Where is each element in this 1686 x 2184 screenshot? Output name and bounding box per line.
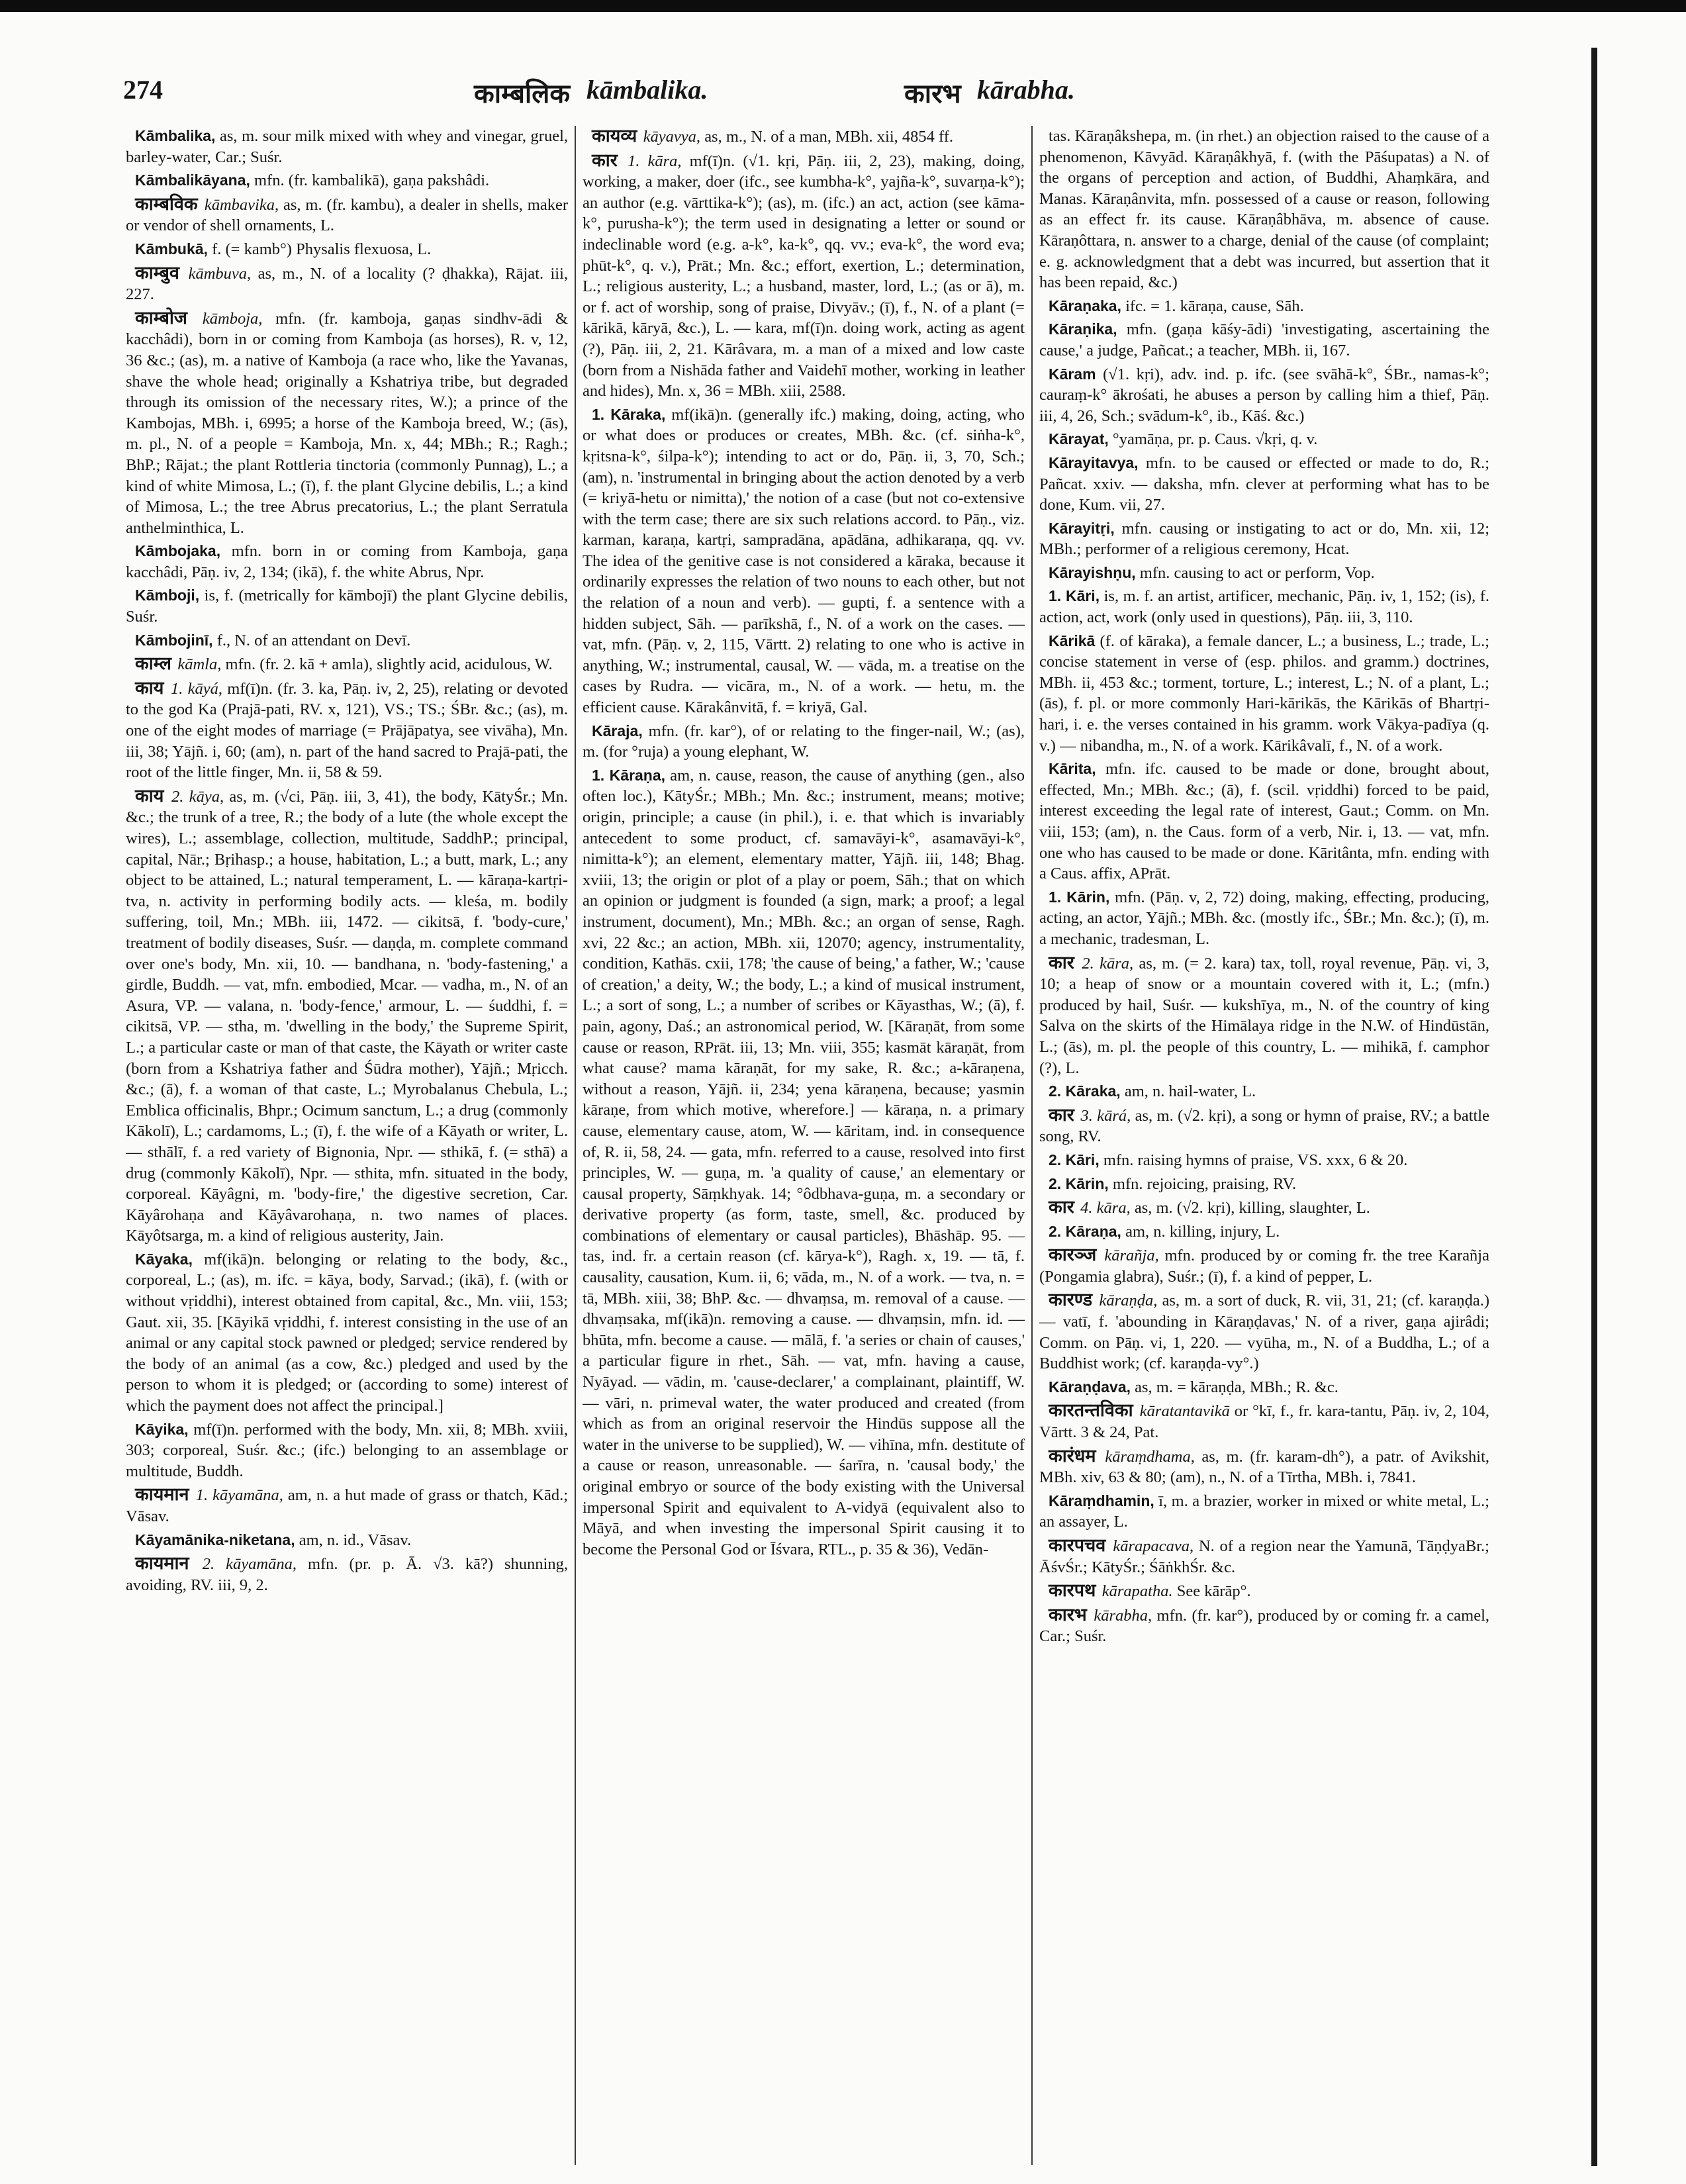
dictionary-entry [1039,1535,1489,1578]
entry-definition: or °kī, f., fr. kara-tantu, Pāṇ. iv, 2, 104, Vārtt. 3 & 24, Pat. [1039,1402,1489,1442]
column-2 [583,126,1025,2165]
right-margin-rule [1591,48,1597,2166]
dictionary-entry [1039,319,1489,361]
column-3 [1039,126,1489,2165]
entry-headword: Kāmbojinī, [135,631,213,649]
dictionary-entry [1039,586,1489,628]
dictionary-entry [1039,296,1489,317]
entry-definition: mfn. raising hymns of praise, VS. xxx, 6 & 20. [1103,1151,1408,1169]
dictionary-entry [126,1419,568,1482]
entry-headword: Kāmbojaka, [135,542,221,560]
entry-headword: kāmbavika, [204,195,279,214]
dictionary-entry [126,786,568,1247]
left-headword-devanagari: काम्बलिक [474,79,571,109]
dictionary-entry [126,653,568,675]
dictionary-entry [1039,887,1489,950]
entry-headword: Kārayishṇu, [1049,563,1136,581]
entry-definition: is, f. (metrically for kāmbojī) the plant Glycine debilis, Suśr. [126,587,568,626]
entry-definition: ifc. = 1. kāraṇa, cause, Sāh. [1125,297,1304,315]
entry-definition: mfn. (pr. p. Ā. √3. kā?) shunning, avoiding, RV. iii, 9, 2. [126,1555,568,1594]
dictionary-entry [1039,1245,1489,1287]
dictionary-entry [126,678,568,783]
right-headword: kārabha. [977,75,1075,105]
entry-definition: mfn. ifc. caused to be made or done, brought about, effected, Mn.; MBh. &c.; (ā), f. (scil. vṛiddhi) forced to be paid, interest exceeding the legal rate of interest, Gaut.; Comm. on Mn. viii, 153; (am), n. the Caus. form of a verb, Nir. i, 13. — vat, mfn. one who has caused to be made or done. Kāritânta, mfn. ending with a Caus. affix, APrāt. [1039,760,1489,883]
page-header [123,74,1123,120]
entry-headword: kārañja, [1104,1247,1159,1265]
entry-definition: mfn. to be caused or effected or made to do, R.; Pañcat. xxiv. — daksha, mfn. clever at performing what has to be done, Kum. vii, 27. [1039,453,1489,514]
entry-headword: 1. Kārin, [1049,888,1110,906]
entry-devanagari: काम्बोज [135,307,203,328]
entry-definition: mfn. causing to act or perform, Vop. [1139,563,1375,582]
entry-definition: ī, m. a brazier, worker in mixed or white metal, L.; an assayer, L. [1039,1492,1489,1531]
column-divider [1031,126,1033,2165]
entry-definition: mfn. (fr. 2. kā + amla), slightly acid, acidulous, W. [225,655,553,674]
entry-headword: Kāmbalikāyana, [135,171,250,189]
entry-definition: (√1. kṛi), adv. ind. p. ifc. (see svāhā-k°, ŚBr., namas-k°; cauraṃ-k° ākrośati, he abuses a person by calling him a thief, Pāṇ. iii, 4, 26, Sch.; svādum-k°, ib., Kāś. &c.) [1039,365,1489,425]
dictionary-entry [1039,1197,1489,1219]
entry-definition: am, n. id., Vāsav. [299,1531,412,1549]
entry-headword: kārapatha. [1101,1582,1173,1601]
dictionary-entry [126,541,568,583]
entry-headword: 2. kāra, [1082,954,1134,973]
dictionary-entry [126,308,568,539]
entry-devanagari: कार [1049,1197,1081,1218]
dictionary-entry [126,126,568,167]
entry-headword: 1. kāra, [628,152,682,170]
entry-headword: kāraṇḍa, [1099,1292,1158,1310]
entry-devanagari: कारंधम [1049,1445,1105,1466]
entry-devanagari: कायमान [135,1484,196,1505]
entry-headword: 2. Kāraka, [1049,1082,1121,1100]
dictionary-entry [1039,1105,1489,1147]
entry-headword: 2. Kārin, [1049,1174,1109,1192]
entry-devanagari: कारभ [1049,1604,1094,1625]
dictionary-entry [1039,953,1489,1079]
entry-headword: Kārayitavya, [1049,453,1139,471]
entry-definition: as, m. = kāraṇḍa, MBh.; R. &c. [1135,1378,1338,1396]
dictionary-entry [1039,453,1489,516]
dictionary-entry [1039,1081,1489,1102]
dictionary-entry [126,239,568,260]
entry-definition: mf(ī)n. performed with the body, Mn. xii, 8; MBh. xviii, 303; corporeal, Suśr. &c.; (ifc.) belonging to an assemblage or multitude, Buddh. [126,1420,568,1480]
entry-headword: Kāram [1049,365,1096,383]
entry-definition: as, m. (fr. kambu), a dealer in shells, maker or vendor of shell ornaments, L. [126,195,568,235]
entry-headword: 2. Kāraṇa, [1049,1222,1121,1240]
entry-devanagari: कायमान [135,1553,203,1574]
entry-definition: is, m. f. an artist, artificer, mechanic, Pāṇ. iv, 1, 152; (is), f. action, act, work (only used in questions), Pāṇ. iii, 3, 110. [1039,587,1489,627]
dictionary-entry [1039,1580,1489,1602]
entry-headword: 1. kāyamāna, [195,1486,283,1505]
entry-devanagari: काम्बुव [135,262,189,283]
dictionary-entry [1039,1400,1489,1443]
entry-definition: as, m. (√ci, Pāṇ. iii, 3, 41), the body, KātyŚr.; Mn. &c.; the trunk of a tree, R.; the body of a lute (the whole except the wires), L.; assemblage, collection, multitude, SaddhP.; principal, capital, Nār.; Bṛihasp.; a house, habitation, L.; a butt, mark, L.; any object to be attained, L.; natural temperament, L. — kāraṇa-kartṛi-tva, n. activity in performing bodily acts. — kleśa, m. bodily suffering, toil, Mn.; MBh. iii, 1472. — cikitsā, f. 'body-cure,' treatment of bodily diseases, Suśr. — daṇḍa, m. complete command over one's body, Mn. xii, 10. — bandhana, n. 'body-fastening,' a girdle, Buddh. — vat, mfn. embodied, Mcar. — vadha, m., N. of an Asura, VP. — valana, n. 'body-fence,' armour, L. — śuddhi, f. = cikitsā, VP. — stha, m. 'dwelling in the body,' the Supreme Spirit, L.; a particular caste or man of that caste, the Kāyath or writer caste (born from a Kshatriya father and Śūdra mother), Yājñ.; Mṛicch. &c.; (ā), f. a woman of that caste, L.; Myrobalanus Chebula, L.; Emblica officinalis, Bhpr.; Ocimum sanctum, L.; a drug (commonly Kākolī), L.; cardamoms, L.; (ī), f. the wife of a Kāyath or writer, L. — sthālī, f. a red variety of Bignonia, Npr. — sthikā, f. (= sthā) a drug (commonly Kākolī), Npr. — sthita, mfn. situated in the body, corporeal. Kāyâgni, m. 'body-fire,' the digestive secretion, Car. Kāyârohaṇa and Kāyâvarohaṇa, n. two names of places. Kāyôtsarga, m. a kind of religious austerity, Jain. [126,787,568,1245]
entry-definition: mfn. (fr. kamboja, gaṇas sindhv-ādi & kacchâdi), born in or coming from Kamboja (as horses), R. v, 12, 36 &c.; (as), m. a native of Kamboja (a race who, like the Yavanas, shave the whole head; originally a Kshatriya tribe, but degraded through its omission of the necessary rites, W.); a prince of the Kambojas, MBh. i, 6995; a horse of the Kamboja breed, W.; (ās), m. pl., N. of a people = Kamboja, Mn. x, 44; MBh.; R.; Ragh.; BhP.; Rājat.; the plant Rottleria tinctoria (commonly Punnag), L.; a kind of white Mimosa, L.; (ī), f. the plant Glycine debilis, L.; a kind of Mimosa, L.; the tree Abrus precatorius, L.; the plant Serratula anthelminthica, L. [126,309,568,537]
entry-headword: 2. kāya, [171,787,224,806]
entry-definition: mfn. (gaṇa kāśy-ādi) 'investigating, ascertaining the cause,' a judge, Pañcat.; a teacher, MBh. ii, 167. [1039,320,1489,359]
entry-headword: Kāmboji, [135,587,200,604]
dictionary-entry [583,150,1025,402]
entry-headword: Kāraṃdhamin, [1049,1492,1154,1509]
dictionary-entry [1039,1174,1489,1195]
entry-headword: 1. Kāri, [1049,587,1100,605]
entry-headword: 1. Kāraka, [592,405,666,423]
entry-definition: f., N. of an attendant on Devī. [216,631,411,649]
entry-definition: mf(ikā)n. (generally ifc.) making, doing, acting, who or what does or produces or creates, MBh. &c. (cf. siṅha-k°, kṛitsna-k°, śilpa-k°); intending to act or do, Pāṇ. ii, 3, 70, Sch.; (am), n. 'instrumental in bringing about the action denoted by a verb (= kriyā-hetu or nimitta),' the notion of a case (but not co-extensive with the term case; there are six such relations accord. to Pāṇ., viz. karman, karaṇa, kartṛi, sampradāna, apādāna, adhikaraṇa, qq. vv. The idea of the genitive case is not considered a kāraka, because it ordinarily expresses the relation of two nouns to each other, but not the relation of a noun and verb). — gupti, f. a sentence with a hidden subject, Sāh. — parīkshā, f., N. of a work on the cases. — vat, mfn. (Pāṇ. v, 2, 115, Vārtt. 2) relating to one who is active in anything, W.; instrumental, causal, W. — vāda, m. a treatise on the cases by Rudra. — vicāra, m., N. of a work. — hetu, m. the efficient cause. Kārakânvitā, f. = kriyā, Gal. [583,405,1025,717]
dictionary-page [126,126,1589,2165]
entry-definition: mfn. rejoicing, praising, RV. [1112,1174,1297,1193]
entry-definition: mf(ī)n. (√1. kṛi, Pāṇ. iii, 2, 23), making, doing, working, a maker, doer (ifc., see kumbha-k°, yajña-k°, suvarṇa-k°); an author (e.g. vārttika-k°); (as), m. (ifc.) an act, action (see kāma-k°, purusha-k°); the term used in designating a letter or sound or indeclinable word (e.g. a-k°, ka-k°, qq. vv.; eva-k°, the word eva; phūt-k°, q. v.), Prāt.; Mn. &c.; effort, exertion, L.; determination, L.; religious austerity, L.; a husband, master, lord, L.; (as or ā), m. or f. act of worship, song of praise, Divyāv.; (ī), f., N. of a plant (= kārikā, kāryā, &c.), L. — kara, mf(ī)n. doing work, acting as agent (?), Pāṇ. iii, 2, 21. Kārâvara, m. a man of a mixed and low caste (born from a Nishāda father and Vaidehī mother, working in leather and hides), Mn. x, 36 = MBh. xiii, 2588. [583,152,1025,401]
entry-headword: Kārayitṛi, [1049,519,1115,537]
dictionary-entry [583,721,1025,763]
dictionary-entry [126,194,568,236]
entry-devanagari: कारतन्तविका [1049,1400,1140,1421]
entry-devanagari: कारण्ड [1049,1290,1100,1311]
entry-definition: mfn. produced by or coming fr. the tree Karañja (Pongamia glabra), Suśr.; (ī), f. a kind of pepper, L. [1039,1247,1489,1286]
entry-headword: Kārayat, [1049,430,1109,448]
entry-definition: mfn. causing or instigating to act or do, Mn. xii, 12; MBh.; performer of a religious ceremony, Hcat. [1039,519,1489,559]
dictionary-entry [1039,364,1489,427]
dictionary-entry [126,630,568,651]
entry-headword: 4. kāra, [1080,1199,1131,1217]
right-headword-devanagari: कारभ [904,79,961,109]
entry-headword: Kāyamānika-niketana, [135,1531,295,1548]
entry-headword: Kāyaka, [135,1250,193,1268]
dictionary-entry [583,126,1025,148]
entry-headword: Kāraṇaka, [1049,297,1121,314]
entry-headword: Kāraṇika, [1049,320,1117,338]
entry-definition: as, m. sour milk mixed with whey and vinegar, gruel, barley-water, Car.; Suśr. [126,127,568,166]
entry-definition: mf(ī)n. (fr. 3. ka, Pāṇ. iv, 2, 25), relating or devoted to the god Ka (Prajā-pati, RV. x, 121), VS.; TS.; ŚBr. &c.; (as), m. one of the eight modes of marriage (= Prājāpatya, see vivāha), Mn. iii, 38; Yājñ. i, 60; (am), n. part of the hand sacred to Prajā-pati, the root of the little finger, Mn. ii, 58 & 59. [126,679,568,782]
dictionary-entry [1039,1290,1489,1374]
dictionary-entry [1039,126,1489,293]
entry-definition: N. of a region near the Yamunā, TāṇḍyaBr.; ĀśvŚr.; KātyŚr.; ŚāṅkhŚr. &c. [1039,1537,1489,1576]
entry-definition: °yamāṇa, pr. p. Caus. √kṛi, q. v. [1112,430,1318,449]
entry-definition: as, m., N. of a man, MBh. xii, 4854 ff. [704,128,954,146]
entry-devanagari: कारपचव [1049,1535,1113,1556]
dictionary-entry [1039,429,1489,450]
top-border [0,0,1686,12]
dictionary-entry [1039,563,1489,584]
entry-devanagari: कार [1049,1104,1081,1125]
entry-devanagari: काय [135,785,171,806]
entry-devanagari: कार [1049,952,1082,973]
dictionary-entry [126,1553,568,1595]
dictionary-entry [1039,1605,1489,1647]
entry-definition: mfn. (fr. kar°), of or relating to the finger-nail, W.; (as), m. (for °ruja) a young elephant, W. [583,722,1025,761]
dictionary-entry [1039,1377,1489,1398]
entry-devanagari: कायव्य [592,126,643,146]
dictionary-entry [126,170,568,191]
entry-definition: as, m., N. of a locality (? ḍhakka), Rājat. iii, 227. [126,264,568,304]
entry-headword: Kāmbalika, [135,127,216,144]
column-divider [575,126,576,2165]
left-headword: kāmbalika. [586,75,708,105]
entry-definition: mfn. (fr. kar°), produced by or coming fr. a camel, Car.; Suśr. [1039,1606,1489,1646]
entry-definition: (f. of kāraka), a female dancer, L.; a business, L.; trade, L.; concise statement in verse of (esp. philos. and gramm.) doctrines, MBh. ii, 453 &c.; torment, torture, L.; interest, L.; N. of a plant, L.; (ās), f. pl. or more commonly Hari-kārikās, the Kārikās of Bhartṛi-hari, i. e. the verses contained in his gramm. work Vākya-padīya (q. v.) — nibandha, m., N. of a work. Kārikâvalī, f., N. of a work. [1039,632,1489,755]
dictionary-entry [1039,1491,1489,1533]
entry-devanagari: कार [592,150,628,171]
entry-headword: 3. kārá, [1080,1106,1131,1125]
entry-definition: tas. Kāraṇâkshepa, m. (in rhet.) an objection raised to the cause of a phenomenon, Kāvyād. Kāraṇâkhyā, f. (with the Pāśupatas) a N. of the organs of perception and action, of Buddhi, Ahaṃkāra, and Manas. Kāraṇânvita, mfn. possessed of a cause or reason, following as an effect fr. its cause. Kāraṇâbhāva, m. absence of cause. Kāraṇôttara, n. answer to a charge, denial of the cause (of complaint; e. g. acknowledgment that a debt was incurred, but assertion that it has been repaid, &c.) [1039,127,1489,292]
entry-headword: kāratantavikā [1139,1402,1230,1421]
entry-headword: kāyavya, [643,128,701,146]
entry-headword: kāmla, [177,655,222,674]
entry-devanagari: काय [135,677,171,698]
dictionary-entry [1039,759,1489,884]
entry-headword: kārapacava, [1113,1537,1194,1555]
entry-headword: kārabha, [1094,1606,1152,1625]
entry-devanagari: काम्ल [135,653,178,675]
entry-headword: kāraṃdhama, [1105,1447,1195,1466]
entry-definition: mfn. (fr. kambalikā), gaṇa pakshâdi. [254,171,490,190]
entry-definition: am, n. killing, injury, L. [1125,1222,1280,1241]
entry-definition: as, m. (√2. kṛi), a song or hymn of praise, RV.; a battle song, RV. [1039,1106,1489,1146]
dictionary-entry [126,263,568,305]
page-number: 274 [123,75,163,105]
dictionary-entry [126,585,568,627]
dictionary-entry [1039,631,1489,757]
entry-headword: Kārikā [1049,632,1096,649]
dictionary-entry [583,765,1025,1560]
entry-definition: am, n. a hut made of grass or thatch, Kād.; Vāsav. [126,1486,568,1525]
dictionary-entry [1039,1446,1489,1488]
entry-headword: Kāyika, [135,1420,189,1438]
dictionary-entry [1039,518,1489,560]
entry-definition: See kārāp°. [1176,1582,1251,1601]
entry-devanagari: काम्बविक [135,193,205,214]
entry-headword: Kāraṇḍava, [1049,1378,1131,1396]
entry-definition: mf(ikā)n. belonging or relating to the body, &c., corporeal, L.; (as), m. ifc. = kāya, body, Sarvad.; (ikā), f. (with or without vṛiddhi), interest obtained from capital, &c., Mn. viii, 153; Gaut. xii, 35. [Kāyikā vṛiddhi, f. interest consisting in the use of an animal or any capital stock pawned or pledged; service rendered by the body of an animal (as a cow, &c.) pledged and used by the person to whom it is pledged; or (according to some) interest of which the payment does not affect the principal.] [126,1250,568,1415]
entry-headword: 2. kāyamāna, [202,1555,297,1574]
entry-definition: as, m. (= 2. kara) tax, toll, royal revenue, Pāṇ. vi, 3, 10; a heap of snow or a mountain covered with it, L.; (mfn.) produced by hail, Suśr. — kukshīya, m., N. of the country of king Salva on the skirts of the Himālaya ridge in the N.W. of Hindūstān, L.; (ās), m. pl. the people of this country, L. — mihikā, f. camphor (?), L. [1039,954,1489,1077]
entry-definition: f. (= kamb°) Physalis flexuosa, L. [212,240,432,258]
entry-headword: 1. Kāraṇa, [592,766,666,784]
entry-devanagari: कारञ्ज [1049,1245,1105,1266]
dictionary-entry [583,404,1025,718]
entry-definition: as, m. (√2. kṛi), killing, slaughter, L. [1134,1199,1370,1217]
entry-headword: kāmboja, [202,309,263,328]
dictionary-entry [1039,1221,1489,1243]
entry-headword: kāmbuva, [188,264,252,283]
dictionary-entry [1039,1150,1489,1171]
entry-definition: mfn. born in or coming from Kamboja, gaṇa kacchâdi, Pāṇ. iv, 2, 134; (ikā), f. the white Abrus, Npr. [126,542,568,581]
entry-definition: mfn. (Pāṇ. v, 2, 72) doing, making, effecting, producing, acting, an actor, Yājñ.; MBh. &c. (mostly ifc., ŚBr.; Mn. &c.); (ī), m. a mechanic, tradesman, L. [1039,888,1489,948]
entry-definition: as, m. a sort of duck, R. vii, 31, 21; (cf. karaṇḍa.) — vatī, f. 'abounding in Kāraṇḍavas,' N. of a river, gaṇa ajirâdi; Comm. on Pāṇ. vi, 1, 220. — vyūha, m., N. of a Buddha, L.; of a Buddhist work; (cf. karaṇḍa-vy°.) [1039,1292,1489,1373]
entry-definition: am, n. cause, reason, the cause of anything (gen., also often loc.), KātyŚr.; MBh.; Mn. &c.; instrument, means; motive; origin, principle; a cause (in phil.), i. e. that which is invariably antecedent to some product, cf. samavāyi-k°, asamavāyi-k°, nimitta-k°); an element, elementary matter, Yājñ. iii, 148; Bhag. xviii, 13; the origin or plot of a play or poem, Sāh.; that on which an opinion or judgment is founded (a sign, mark; a proof; a legal instrument, document), Mn.; MBh. &c.; an organ of sense, Ragh. xvi, 22 &c.; an action, MBh. xii, 12070; agency, instrumentality, condition, Kathās. cxii, 178; 'the cause of being,' a father, W.; 'cause of creation,' a deity, W.; the body, L.; a kind of musical instrument, L.; a sort of song, L.; a number of scribes or Kāyasthas, W.; (ā), f. pain, agony, Daś.; an astronomical period, W. [Kāraṇāt, from some cause or reason, RPrāt. iii, 13; Mn. viii, 355; kasmāt kāraṇāt, from what cause? mama kāraṇāt, for my sake, R. &c.; a-kāraṇena, without a reason, Yājñ. ii, 234; yena kāraṇena, because; yasmin kāraṇe, from which motive, wherefore.] — kāraṇa, n. a primary cause, elementary cause, atom, W. — kāritam, ind. in consequence of, R. ii, 58, 24. — gata, mfn. referred to a cause, resolved into first principles, W. — guṇa, m. 'a quality of cause,' an elementary or causal property, Sāṃkhyak. 14; °ôdbhava-guṇa, m. a secondary or derivative property (as form, taste, smell, &c. produced by combinations of elementary or causal particles), Bhāshāp. 95. — tas, ind. fr. a certain reason (cf. kārya-k°), Ragh. x, 19. — tā, f. causality, causation, Kum. ii, 6; vāda, m., N. of a work. — tva, n. = tā, MBh. xiii, 38; BhP. &c. — dhvaṃsa, m. removal of a cause. — dhvaṃsaka, mf(ikā)n. removing a cause. — dhvaṃsin, mfn. id. — bhūta, mfn. become a cause. — mālā, f. 'a series or chain of causes,' a particular figure in rhet., Sāh. — vat, mfn. having a cause, Nyāyad. — vādin, m. 'cause-declarer,' a complainant, plaintiff, W. — vāri, n. primeval water, the water produced and created (from which as from an original reservoir the Hindūs suppose all the water in the universe to be supplied), W. — vihīna, mfn. destitute of a cause or reason, unreasonable. — śarīra, n. 'causal body,' the original embryo or source of the body existing with the Universal impersonal Spirit and equivalent to A-vidyā (equivalent also to Māyā, and when investing the impersonal Spirit causing it to become the Personal God or Īśvara, RTL., p. 35 & 36), Vedān- [583,766,1025,1558]
entry-headword: 1. kāyá, [170,679,222,698]
entry-headword: Kāmbukā, [135,240,208,258]
entry-headword: Kārita, [1049,760,1096,778]
dictionary-entry [126,1249,568,1417]
entry-definition: am, n. hail-water, L. [1124,1082,1256,1101]
entry-definition: as, m. (fr. karam-dh°), a patr. of Avikshit, MBh. xiv, 63 & 80; (am), n., N. of a Tīrtha, MBh. i, 7841. [1039,1447,1489,1487]
dictionary-entry [126,1484,568,1527]
entry-headword: Kāraja, [592,722,643,739]
dictionary-entry [126,1530,568,1551]
column-1 [126,126,568,2165]
entry-devanagari: कारपथ [1049,1580,1102,1601]
entry-headword: 2. Kāri, [1049,1151,1100,1168]
